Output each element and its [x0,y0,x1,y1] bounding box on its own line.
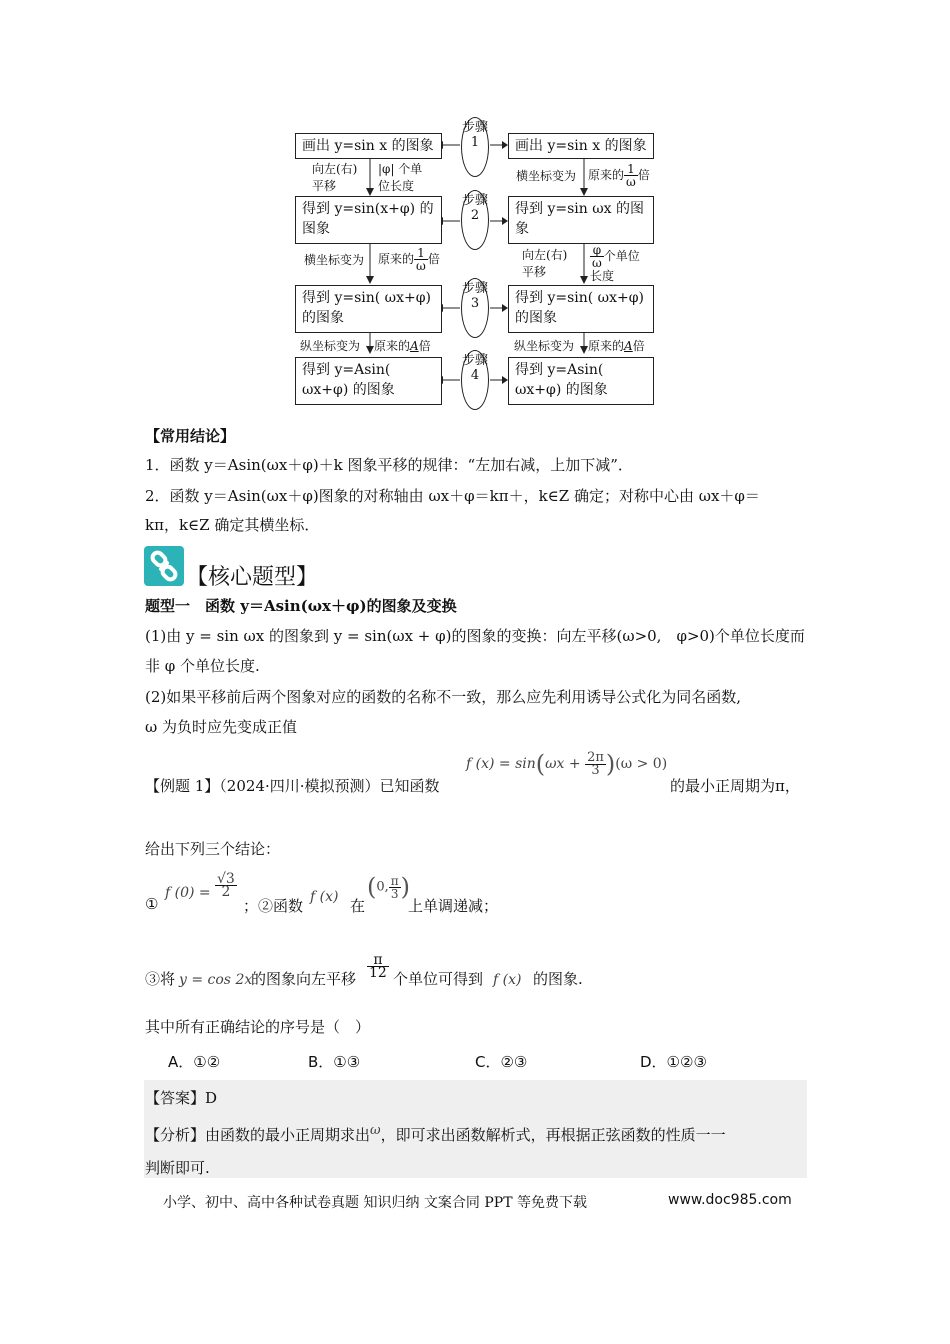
right-label-x-scale: 横坐标变为 [516,169,577,183]
right-label-phi-omega-units: $\frac{\varphi}{\omega}$ 个单位 [592,243,640,270]
diagram-right-box-1: 画出 y=sin x 的图象 [508,133,654,159]
diagram-left-box-3: 得到 y=sin( ωx+φ) 的图象 [295,285,442,333]
example-given: 给出下列三个结论： [145,840,281,858]
right-label-y-scale: 纵坐标变为 [514,339,575,353]
left-label-shift: 向左(右) [312,162,358,176]
left-label-phi-units: |φ| 个单 [378,162,423,176]
option-b[interactable]: B．①③ [308,1053,361,1071]
common-heading: 【常用结论】 [145,427,236,445]
left-label-x-scale-value: 原来的 $\frac{1}{\omega}$ 倍 [378,246,440,273]
right-label-y-scale-value: 原来的A倍 [588,339,645,353]
right-label-translate: 平移 [522,265,547,279]
left-label-length: 位长度 [378,179,415,193]
option-c[interactable]: C．②③ [475,1053,528,1071]
core-para-1-cont: 非 φ 个单位长度. [145,657,260,675]
left-label-y-scale-value: 原来的A倍 [374,339,431,353]
example-question: 其中所有正确结论的序号是（ ） [145,1018,371,1036]
diagram-right-box-4: 得到 y=Asin( ωx+φ) 的图象 [508,357,654,405]
link-icon [144,546,184,586]
right-label-x-scale-value: 原来的 $\frac{1}{\omega}$ 倍 [588,162,650,189]
core-para-1: (1)由 y = sin ωx 的图象到 y = sin(ωx + φ)的图象的变换：向左平移(ω>0, φ>0)个单位长度而 [145,627,805,645]
common-item-2: 2．函数 y＝Asin(ωx＋φ)图象的对称轴由 ωx＋φ＝kπ＋，k∈Z 确定；对称中心由 ωx＋φ＝ [145,487,760,505]
analysis-text: 【分析】由函数的最小正周期求出ω，即可求出函数解析式，再根据正弦函数的性质一一 [145,1123,726,1144]
footer-site-link[interactable]: www.doc985.com [668,1192,792,1208]
common-item-2-cont: kπ，k∈Z 确定其横坐标． [145,516,320,534]
diagram-left-box-1: 画出 y=sin x 的图象 [295,133,442,159]
example-lead: 【例题 1】（2024·四川·模拟预测）已知函数 [145,777,440,795]
diagram-right-box-2: 得到 y=sin ωx 的图象 [508,196,654,244]
option-d[interactable]: D．①②③ [640,1053,707,1071]
left-label-y-scale: 纵坐标变为 [300,339,361,353]
diagram-left-box-2: 得到 y=sin(x+φ) 的图象 [295,196,442,244]
option-a[interactable]: A．①② [168,1053,221,1071]
core-para-2: (2)如果平移前后两个图象对应的函数的名称不一致，那么应先利用诱导公式化为同名函数, [145,688,742,706]
diagram-right-box-3: 得到 y=sin( ωx+φ) 的图象 [508,285,654,333]
right-label-shift: 向左(右) [522,248,568,262]
analysis-text-cont: 判断即可. [145,1159,210,1177]
step-oval-1: 步骤1 [461,117,489,177]
left-label-x-scale: 横坐标变为 [304,253,365,267]
answer-text: 【答案】D [145,1089,218,1107]
diagram-left-box-4: 得到 y=Asin( ωx+φ) 的图象 [295,357,442,405]
left-label-translate: 平移 [312,179,337,193]
footer-text: 小学、初中、高中各种试卷真题 知识归纳 文案合同 PPT 等免费下载 [163,1195,587,1211]
right-label-length: 长度 [590,269,615,283]
core-type-heading: 题型一 函数 y＝Asin(ωx＋φ)的图象及变换 [145,597,457,615]
core-para-2-cont: ω 为负时应先变成正值 [145,718,298,736]
step-oval-3: 步骤3 [461,278,489,338]
common-item-1: 1．函数 y＝Asin(ωx＋φ)＋k 图象平移的规律：“左加右减，上加下减”． [145,456,633,474]
core-title: 【核心题型】 [186,565,319,590]
example-function: f (x) = sin(ωx + $\frac{2\pi}{3}$ )(ω > 0) [466,749,668,778]
example-lead-tail: 的最小正周期为π， [670,777,800,795]
step-oval-4: 步骤4 [461,350,489,410]
step-oval-2: 步骤2 [461,190,489,250]
